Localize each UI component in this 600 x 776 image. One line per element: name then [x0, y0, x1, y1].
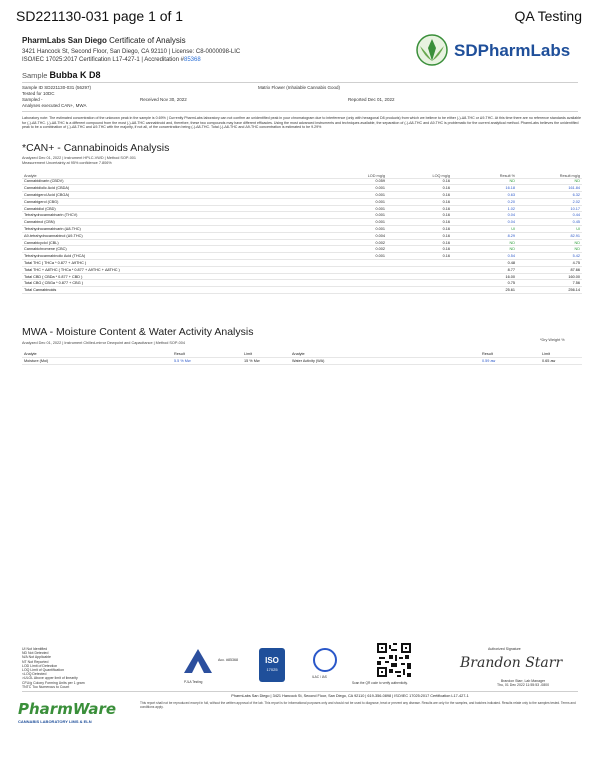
cell: ND	[517, 246, 582, 253]
divider	[22, 82, 578, 83]
meta-received: Received Nov 30, 2022	[140, 97, 187, 102]
cell: 0.001	[322, 219, 387, 226]
ilac-caption: ILAC / IAS	[312, 675, 327, 679]
table-row	[22, 185, 582, 192]
total-row	[22, 287, 582, 294]
qa-title: QA Testing	[514, 8, 582, 24]
lab-cert: ISO/IEC 17025:2017 Certification L17-427-1 | Accreditation #85368	[22, 57, 201, 63]
cell: 0.04	[452, 212, 517, 219]
cell: 8.29	[452, 232, 517, 239]
table-row	[22, 212, 582, 219]
brand-name: PharmWare	[18, 700, 117, 718]
cell: ND	[452, 239, 517, 246]
cell: Water Activity (WA)	[290, 358, 480, 365]
cell: 10.17	[517, 205, 582, 212]
cell: 0.001	[322, 212, 387, 219]
cannabinoids-title: *CAN+ - Cannabinoids Analysis	[22, 142, 170, 154]
table-row	[22, 239, 582, 246]
cell: 0.48	[452, 260, 517, 267]
signature-label: Authorized Signature	[488, 647, 521, 651]
cell: Cannabigerol Acid (CBGA)	[22, 192, 322, 199]
cell: 5.5 % Mw	[172, 358, 242, 365]
pjla-caption: PJLA Testing	[184, 680, 203, 684]
cell: Cannabidivarin (CBDV)	[22, 178, 322, 185]
total-row	[22, 260, 582, 267]
table-row	[22, 358, 582, 365]
cell: Total Cannabinoids	[22, 287, 452, 294]
cell: Cannabidiolic Acid (CBDA)	[22, 185, 322, 192]
table-row	[22, 226, 582, 233]
cell: 0.16	[387, 178, 452, 185]
cell: UI	[452, 226, 517, 233]
col-lod: LOD mg/g	[322, 168, 387, 178]
cell: 0.16	[387, 185, 452, 192]
brand-sub: CANNABIS LABORATORY LIMS & ELN	[18, 719, 92, 724]
legend-item: N/A Not Applicable	[22, 655, 51, 660]
cell: 0.001	[322, 192, 387, 199]
abbreviation-legend	[22, 647, 85, 689]
cell: 0.16	[387, 253, 452, 260]
cell: 0.16	[387, 198, 452, 205]
cell: 0.004	[322, 232, 387, 239]
cell: UI	[517, 226, 582, 233]
moisture-analyzed: Analyzed Dec 01, 2022 | Instrument Chilled-mirror Dewpoint and Capacitance | Method SOP-004	[22, 341, 186, 345]
moisture-table	[22, 351, 582, 365]
cell: 15 % Mw	[242, 358, 290, 365]
table-row	[22, 232, 582, 239]
cell: Total THC ( THCa * 0.877 + Δ9THC )	[22, 260, 452, 267]
legend-item: NT Not Reported	[22, 659, 49, 664]
sample-label: Sample	[22, 71, 48, 80]
cell: 0.059	[322, 178, 387, 185]
legend-item: LOD Limit of Detection	[22, 663, 58, 668]
legend-item: TNTC Too Numerous to Count	[22, 684, 70, 689]
cell: Δ9-tetrahydrocannabinol (Δ9-THC)	[22, 232, 322, 239]
cell: 0.16	[387, 246, 452, 253]
cell: 0.16	[387, 232, 452, 239]
legend-item: LOQ Limit of Quantification	[22, 668, 65, 673]
cannabinoids-analyzed: Analyzed Dec 01, 2022 | Instrument HPLC-VWD | Method SOP-001	[22, 156, 137, 160]
table-header-row	[22, 168, 582, 178]
cell: 16.00	[452, 273, 517, 280]
cell: 0.16	[387, 212, 452, 219]
table-row	[22, 219, 582, 226]
cell: 0.001	[322, 198, 387, 205]
cell: 0.04	[452, 219, 517, 226]
cell: 7.56	[517, 280, 582, 287]
col-analyte: Analyte	[22, 351, 172, 358]
footer-address: PharmLabs San Diego | 3421 Hancock St, Second Floor, San Diego, CA 92110 | 619-356-0898 | ISO/IEC 17025:2017 Certification L17-427-1	[231, 694, 469, 698]
cell: 256.14	[517, 287, 582, 294]
table-row	[22, 205, 582, 212]
col-result-pct: Result %	[452, 168, 517, 178]
table-row	[22, 246, 582, 253]
cell: 0.16	[387, 192, 452, 199]
sample-name: Bubba K D8	[49, 70, 101, 80]
sample-line	[22, 70, 101, 80]
cell: 0.44	[517, 212, 582, 219]
cell: Total CBG ( CBGa * 0.877 + CBG )	[22, 280, 452, 287]
cell: 0.54	[452, 253, 517, 260]
col-analyte: Analyte	[22, 168, 322, 178]
cell: 25.61	[452, 287, 517, 294]
cell: 0.16	[387, 219, 452, 226]
cell: 0.001	[322, 226, 387, 233]
lab-title	[22, 36, 186, 45]
lab-address: 3421 Hancock St, Second Floor, San Diego, CA 92110 | License: C8-0000098-LIC	[22, 49, 241, 55]
cell: 0.75	[452, 280, 517, 287]
cell: 0.16	[387, 205, 452, 212]
cell: 0.001	[322, 205, 387, 212]
svg-text:SDPharmLabs: SDPharmLabs	[454, 41, 571, 60]
legend-item: ND Not Detected	[22, 651, 49, 656]
lab-address-block	[22, 48, 240, 64]
doc-type: Certificate of Analysis	[109, 36, 186, 45]
cell: 87.66	[517, 266, 582, 273]
cannabinoids-uncertainty: Measurement Uncertainty at 95% confidence 7.806%	[22, 161, 112, 165]
cell: Total THC + Δ8THC ( THCa * 0.877 + Δ9THC + Δ8THC )	[22, 266, 452, 273]
cell: 0.65 aw	[540, 358, 582, 365]
cell: 2.02	[517, 198, 582, 205]
cell: Tetrahydrocannabivarin (THCV)	[22, 212, 322, 219]
cell: Tetrahydrocannabinolic Acid (THCA)	[22, 253, 322, 260]
col-result: Result	[172, 351, 242, 358]
cell: 160.00	[517, 273, 582, 280]
cell: 1.02	[452, 205, 517, 212]
signer-block	[468, 679, 578, 688]
cell: Cannabichromene (CBC)	[22, 246, 322, 253]
meta-matrix: Matrix Flower (Inhalable Cannabis Good)	[258, 85, 341, 90]
cell: Moisture (Moi)	[22, 358, 172, 365]
cell: 0.16	[387, 226, 452, 233]
legend-item: <LOQ Detected	[22, 672, 47, 677]
moisture-title: MWA - Moisture Content & Water Activity Analysis	[22, 326, 254, 338]
table-header-row	[22, 351, 582, 358]
signed-date: Thu, 01 Dec 2022 11:55:53 -0800	[496, 683, 550, 688]
cell: 0.16	[387, 239, 452, 246]
col-limit: Limit	[242, 351, 290, 358]
acc-number: Acc. #85368	[218, 658, 238, 662]
col-result-2: Result	[480, 351, 540, 358]
cell: 0.002	[322, 239, 387, 246]
lab-name: PharmLabs San Diego	[22, 36, 107, 45]
cell: 5.42	[517, 253, 582, 260]
cell: 0.001	[322, 253, 387, 260]
total-row	[22, 280, 582, 287]
cell: ND	[517, 178, 582, 185]
pharmware-logo	[18, 700, 128, 724]
cannabinoids-table	[22, 168, 582, 294]
signature: Brandon Starr	[460, 655, 563, 671]
sdpharmlabs-logo	[410, 30, 580, 70]
legend-item: CFU/g Colony Forming Units per 1 gram	[22, 680, 85, 685]
cell: ND	[452, 246, 517, 253]
cell: 0.63	[452, 192, 517, 199]
accreditation-link[interactable]: 85368	[184, 57, 201, 63]
cell: 0.001	[322, 185, 387, 192]
legend-item: >ULOL Above upper limit of linearity	[22, 676, 78, 681]
cell: 16.18	[452, 185, 517, 192]
divider	[22, 111, 578, 112]
dry-weight-note: *Dry Weight %	[540, 338, 565, 342]
legend-item: UI Not Identified	[22, 647, 48, 651]
cell: 82.91	[517, 232, 582, 239]
cell: Cannabidiol (CBD)	[22, 205, 322, 212]
meta-sample-id: Sample ID SD221130-031 (56297)	[22, 85, 91, 90]
cell: Cannabicyclol (CBL)	[22, 239, 322, 246]
divider	[22, 691, 578, 692]
meta-analyses: Analyses executed CAN+, MWA	[22, 103, 87, 108]
cell: 0.20	[452, 198, 517, 205]
total-row	[22, 273, 582, 280]
signer-name: Brandon Starr, Lab Manager	[500, 679, 546, 683]
cell: Tetrahydrocannabivarin (Δ8-THC)	[22, 226, 322, 233]
table-row	[22, 178, 582, 185]
lab-note: Laboratory note: The estimated concentration of the unknown peak in the sample is 0.69% | Currently PharmLabs laboratory can not confirm an unidentified peak in your chromatogram due to interference (only with hexagonal D8 products) from which we believe to be either (-)-Δ8-THC or Δ9-THC. At this time there are no reference standards available for (-)-Δ8-THC. (-)-Δ8-THC is a different compound from the most (-)-Δ8-THC cannabinoid and, therefore, these two compounds may have different efficacies. Using the most advanced instruments and techniques available, the separation of (-)-Δ8-THC and Δ9-THC is problematic for the current analytical method. PharmLabs believes the unidentified peak to be a combination of (-)-Δ8-THC and Δ9-THC with the majority, if not all, of the concentration being (-)-Δ8-THC. Total (-)-Δ8-THC and Δ9-THC concentration is estimated to be 9.29%	[22, 116, 581, 130]
qr-code[interactable]	[377, 643, 411, 682]
cell: Cannabinol (CBN)	[22, 219, 322, 226]
col-analyte-2: Analyte	[290, 351, 480, 358]
cell: 0.59 aw	[480, 358, 540, 365]
iso-badge: ISO 17025	[259, 648, 285, 682]
footer-disclaimer: This report shall not be reproduced except in full, without the written approval of the lab. This report is for informational purposes only and should not be used to diagnose, treat or prevent any disease. Results are only for the samples, and batches indicated. Results relate only to the samples tested. Terms and conditions apply.	[140, 701, 576, 709]
cell: 8.77	[452, 266, 517, 273]
table-row	[22, 253, 582, 260]
total-row	[22, 266, 582, 273]
cell: 161.84	[517, 185, 582, 192]
pjla-badge	[180, 645, 216, 679]
cell: 0.002	[322, 246, 387, 253]
cell: Total CBD ( CBDa * 0.877 + CBD )	[22, 273, 452, 280]
cell: 0.45	[517, 219, 582, 226]
table-row	[22, 192, 582, 199]
col-loq: LOQ mg/g	[387, 168, 452, 178]
meta-sampled: Sampled -	[22, 97, 43, 102]
cell: ND	[517, 239, 582, 246]
cell: Cannabigerol (CBG)	[22, 198, 322, 205]
meta-reported: Reported Dec 01, 2022	[348, 97, 395, 102]
cell: 4.75	[517, 260, 582, 267]
document-id: SD221130-031 page 1 of 1	[16, 8, 184, 24]
table-row	[22, 198, 582, 205]
cell: ND	[452, 178, 517, 185]
col-limit-2: Limit	[540, 351, 582, 358]
ilac-badge	[313, 648, 337, 672]
qr-caption: Scan the QR code to verify authenticity.	[352, 681, 408, 685]
cell: 6.32	[517, 192, 582, 199]
col-result-mg: Result mg/g	[517, 168, 582, 178]
meta-tested-for: Tested for 10DC	[22, 91, 55, 96]
